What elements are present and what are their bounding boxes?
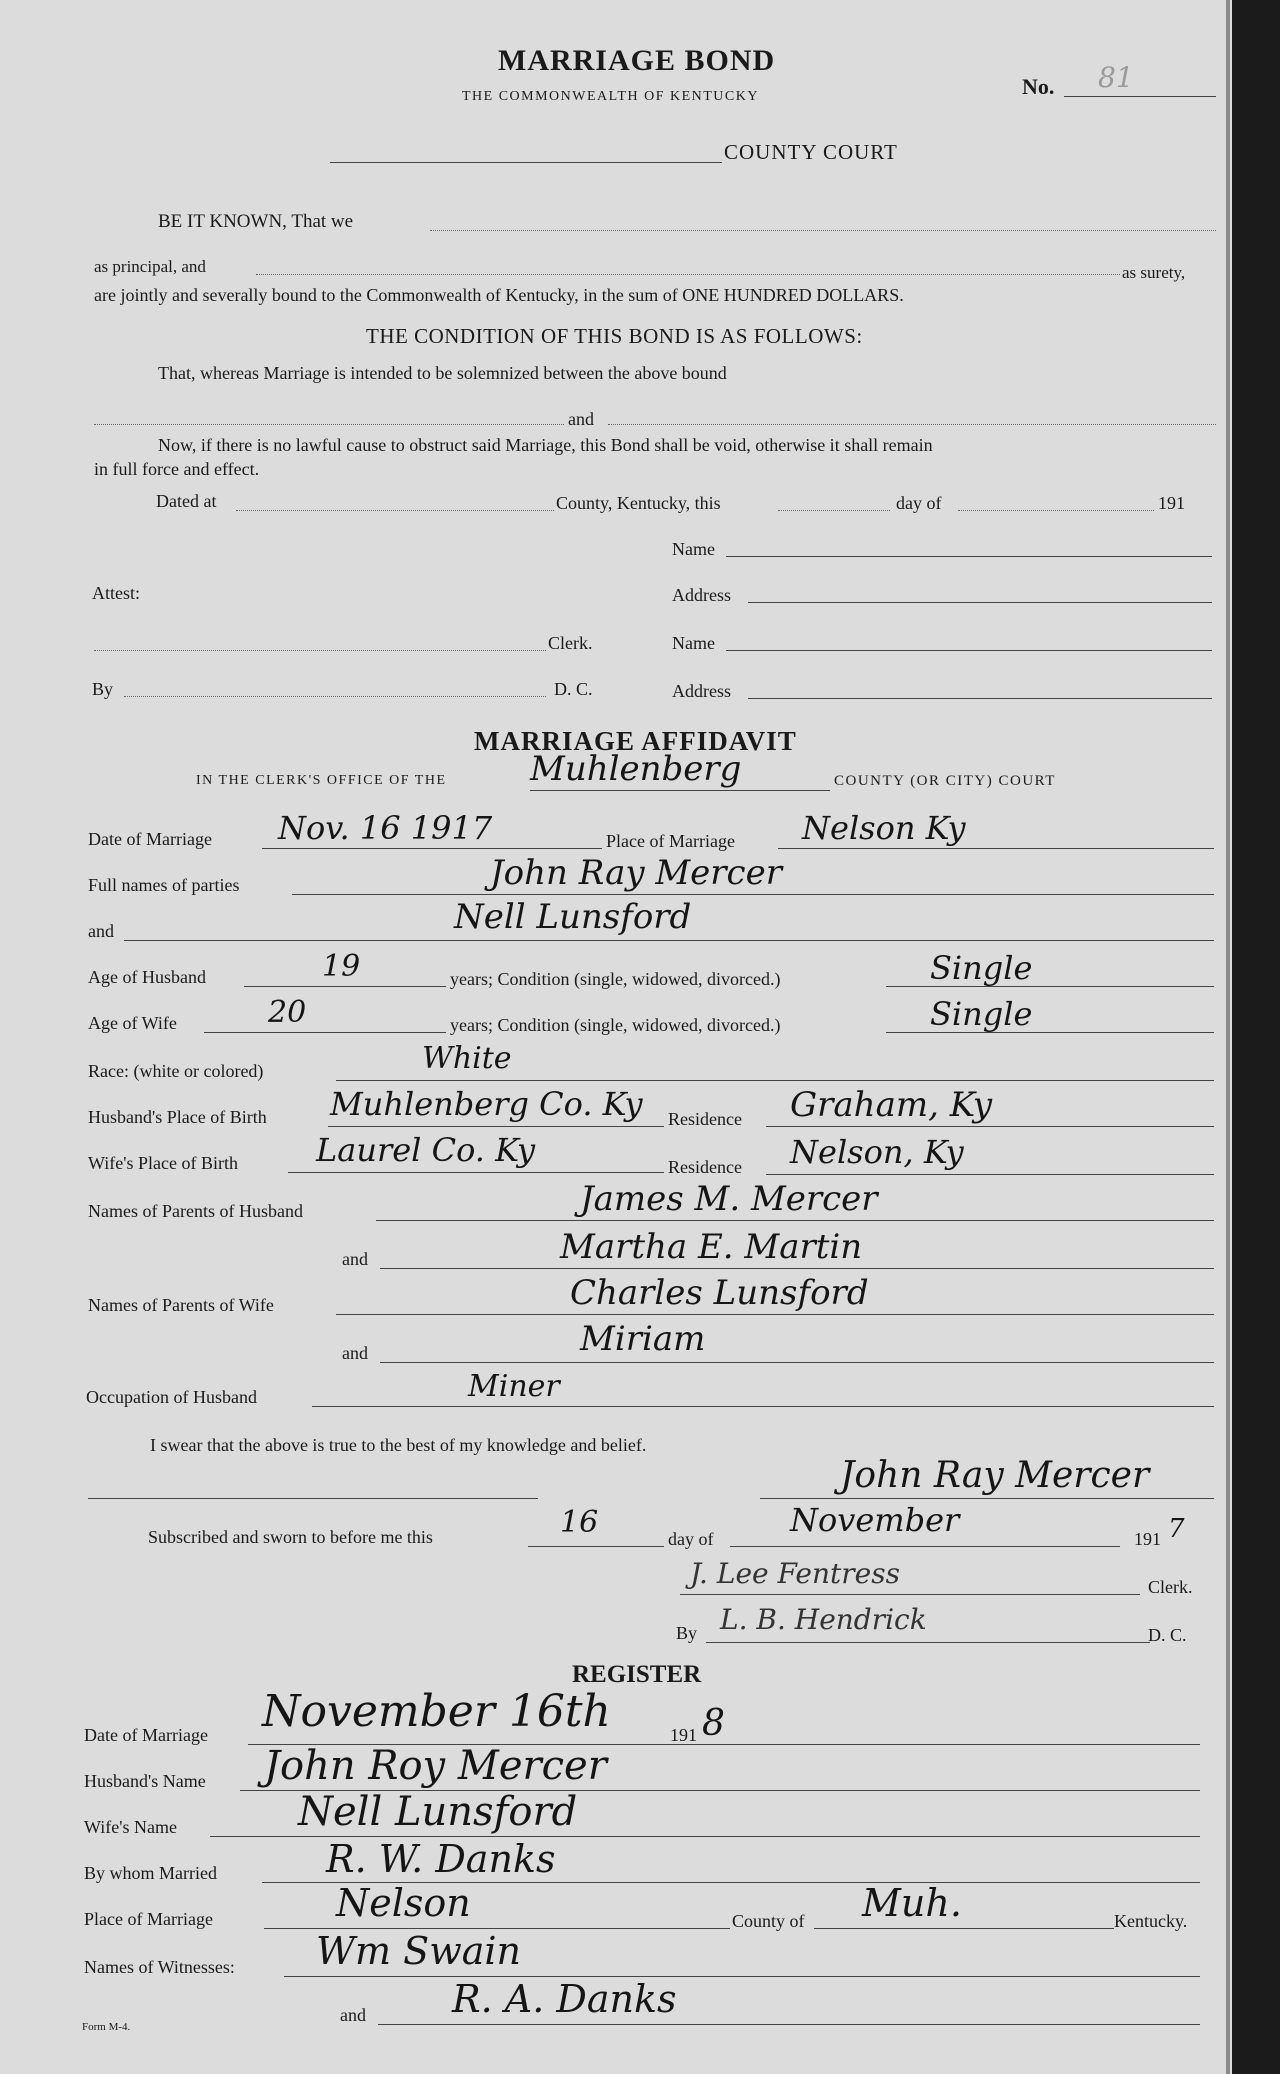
parents-wife-label: Names of Parents of Wife: [88, 1295, 274, 1315]
register-place-label: Place of Marriage: [84, 1909, 213, 1929]
witness1-value: Wm Swain: [316, 1929, 522, 1973]
party2-value: Nell Lunsford: [454, 897, 692, 937]
register-year-prefix: 191: [670, 1725, 697, 1745]
county-line: [330, 162, 722, 163]
bond-no-label: No.: [1022, 74, 1055, 99]
as-principal: as principal, and: [94, 257, 206, 276]
parent-wife-1: Charles Lunsford: [570, 1273, 869, 1313]
parent-w1-line: [336, 1314, 1214, 1315]
address-line-2: [748, 698, 1212, 699]
age-husband-line: [244, 986, 446, 987]
place-line: [778, 848, 1214, 849]
now-if-text: Now, if there is no lawful cause to obstruct said Marriage, this Bond shall be void, otherwise it shall remain: [158, 435, 933, 455]
register-county-value: Muh.: [862, 1881, 962, 1925]
condition-husband: Single: [930, 949, 1033, 987]
parent-w2-line: [380, 1362, 1214, 1363]
age-husband-label: Age of Husband: [88, 967, 206, 987]
bond-no-line: [1064, 96, 1216, 97]
county-of-label: County of: [732, 1911, 805, 1931]
husband-birth-line: [328, 1126, 664, 1127]
as-surety: as surety,: [1122, 263, 1186, 282]
sworn-year-suffix: 7: [1168, 1514, 1185, 1544]
and-label-3: and: [342, 1343, 368, 1363]
register-and-label: and: [340, 2005, 366, 2025]
race-line: [336, 1080, 1214, 1081]
race-value: White: [422, 1041, 512, 1076]
register-husband-value: John Roy Mercer: [264, 1743, 607, 1789]
and-label-1: and: [88, 921, 114, 941]
register-county-line: [814, 1928, 1114, 1929]
husband-residence-line: [766, 1126, 1214, 1127]
sworn-year-prefix: 191: [1134, 1529, 1161, 1549]
occupation-value: Miner: [468, 1369, 560, 1404]
affidavit-title: MARRIAGE AFFIDAVIT: [474, 726, 797, 756]
sworn-day-line: [528, 1546, 664, 1547]
county-court-label: COUNTY COURT: [724, 140, 898, 164]
register-title: REGISTER: [572, 1661, 702, 1688]
dated-at-label: Dated at: [156, 491, 217, 511]
register-date-value: November 16th: [262, 1686, 611, 1737]
swear-text: I swear that the above is true to the best of my knowledge and belief.: [150, 1435, 647, 1455]
affidavit-county: Muhlenberg: [530, 749, 742, 789]
jointly-bound: are jointly and severally bound to the Commonwealth of Kentucky, in the sum of ONE HUNDRED DOLLARS.: [94, 285, 904, 305]
bond-title: MARRIAGE BOND: [498, 44, 776, 77]
age-husband-value: 19: [322, 949, 361, 984]
subscribed-text: Subscribed and sworn to before me this: [148, 1527, 433, 1547]
affidavit-dc-label: D. C.: [1148, 1625, 1187, 1645]
parent-h2-line: [380, 1268, 1214, 1269]
sworn-day-of-label: day of: [668, 1529, 714, 1549]
residence-label-1: Residence: [668, 1109, 742, 1129]
dated-at-line: [236, 510, 554, 511]
attest-label: Attest:: [92, 583, 140, 603]
address-label-2: Address: [672, 681, 731, 701]
parents-husband-label: Names of Parents of Husband: [88, 1201, 303, 1221]
office-prefix: IN THE CLERK'S OFFICE OF THE: [196, 773, 447, 788]
name-label-2: Name: [672, 633, 715, 653]
wife-birth-label: Wife's Place of Birth: [88, 1153, 238, 1173]
place-of-marriage-value: Nelson Ky: [802, 809, 966, 847]
wife-residence-value: Nelson, Ky: [790, 1133, 964, 1171]
year-prefix: 191: [1158, 493, 1185, 513]
kentucky-label: Kentucky.: [1114, 1911, 1188, 1931]
wife-birth-line: [288, 1172, 664, 1173]
paper-edge-shadow: [1226, 0, 1230, 2074]
bond-subtitle: THE COMMONWEALTH OF KENTUCKY: [462, 89, 759, 104]
bond-clerk-label: Clerk.: [548, 633, 593, 653]
clerk-sig-line: [680, 1594, 1140, 1595]
residence-label-2: Residence: [668, 1157, 742, 1177]
witness2-value: R. A. Danks: [452, 1977, 677, 2021]
husband-birth-label: Husband's Place of Birth: [88, 1107, 267, 1127]
party-b-line: [608, 424, 1216, 425]
place-of-marriage-label: Place of Marriage: [606, 831, 735, 851]
party2-line: [124, 940, 1214, 941]
name-label-1: Name: [672, 539, 715, 559]
age-wife-value: 20: [268, 995, 307, 1030]
age-wife-label: Age of Wife: [88, 1013, 177, 1033]
married-by-label: By whom Married: [84, 1863, 217, 1883]
husband-birth-value: Muhlenberg Co. Ky: [330, 1085, 643, 1123]
occupation-line: [312, 1406, 1214, 1407]
name-line-1: [726, 556, 1212, 557]
affiant-signature: John Ray Mercer: [840, 1455, 1150, 1496]
day-line: [778, 510, 890, 511]
date-line: [262, 848, 602, 849]
affiant-left-line: [88, 1498, 538, 1499]
full-names-label: Full names of parties: [88, 875, 240, 895]
form-number: Form M-4.: [82, 2021, 131, 2033]
affiant-sig-line: [760, 1498, 1214, 1499]
deputy-sig-line: [706, 1642, 1150, 1643]
occupation-label: Occupation of Husband: [86, 1387, 257, 1407]
clerk-line: [94, 650, 546, 651]
register-date-label: Date of Marriage: [84, 1725, 208, 1745]
husband-residence-value: Graham, Ky: [790, 1085, 993, 1125]
full-force-text: in full force and effect.: [94, 459, 260, 479]
years-condition-2: years; Condition (single, widowed, divorced.): [450, 1015, 781, 1035]
affidavit-clerk-label: Clerk.: [1148, 1577, 1193, 1597]
principal-line: [430, 230, 1216, 231]
age-wife-line: [204, 1032, 446, 1033]
register-place-value: Nelson: [336, 1881, 471, 1925]
bond-dc-label: D. C.: [554, 679, 593, 699]
party-a-line: [94, 424, 564, 425]
bond-no-value: 81: [1098, 61, 1134, 94]
office-suffix: COUNTY (OR CITY) COURT: [834, 773, 1056, 789]
race-label: Race: (white or colored): [88, 1061, 264, 1081]
condition-heading: THE CONDITION OF THIS BOND IS AS FOLLOWS:: [366, 324, 863, 348]
parent-h1-line: [376, 1220, 1214, 1221]
whereas-text: That, whereas Marriage is intended to be solemnized between the above bound: [158, 363, 727, 383]
parent-wife-2: Miriam: [580, 1319, 706, 1359]
witness2-line: [378, 2024, 1200, 2025]
party1-value: John Ray Mercer: [490, 853, 782, 893]
county-name-line: [530, 790, 830, 791]
affidavit-by-label: By: [676, 1623, 698, 1643]
date-of-marriage-label: Date of Marriage: [88, 829, 212, 849]
day-of-label: day of: [896, 493, 942, 513]
county-ky-this: County, Kentucky, this: [556, 493, 721, 513]
name-line-2: [726, 650, 1212, 651]
register-year-suffix: 8: [702, 1703, 725, 1744]
register-husband-label: Husband's Name: [84, 1771, 206, 1791]
address-label-1: Address: [672, 585, 731, 605]
clerk-signature: J. Lee Fentress: [690, 1557, 900, 1590]
be-it-known: BE IT KNOWN, That we: [158, 211, 354, 232]
parent-husband-1: James M. Mercer: [580, 1179, 878, 1219]
and-label-2: and: [342, 1249, 368, 1269]
register-wife-value: Nell Lunsford: [298, 1789, 578, 1835]
sworn-month-value: November: [790, 1501, 960, 1539]
party1-line: [292, 894, 1214, 895]
by-line: [124, 696, 546, 697]
address-line-1: [748, 602, 1212, 603]
sworn-day-value: 16: [560, 1505, 599, 1540]
date-of-marriage-value: Nov. 16 1917: [278, 809, 493, 847]
bond-by-label: By: [92, 679, 114, 699]
sworn-month-line: [730, 1546, 1120, 1547]
surety-line: [256, 274, 1120, 275]
condition-wife: Single: [930, 995, 1033, 1033]
witness1-line: [284, 1976, 1200, 1977]
years-condition-1: years; Condition (single, widowed, divorced.): [450, 969, 781, 989]
wife-residence-line: [766, 1174, 1214, 1175]
scan-border: [1232, 0, 1280, 2074]
parent-husband-2: Martha E. Martin: [560, 1227, 863, 1267]
register-wife-label: Wife's Name: [84, 1817, 177, 1837]
witnesses-label: Names of Witnesses:: [84, 1957, 235, 1977]
month-line: [958, 510, 1154, 511]
and-between: and: [568, 409, 594, 429]
wife-birth-value: Laurel Co. Ky: [316, 1131, 536, 1169]
deputy-signature: L. B. Hendrick: [720, 1603, 927, 1636]
married-by-value: R. W. Danks: [326, 1837, 556, 1881]
